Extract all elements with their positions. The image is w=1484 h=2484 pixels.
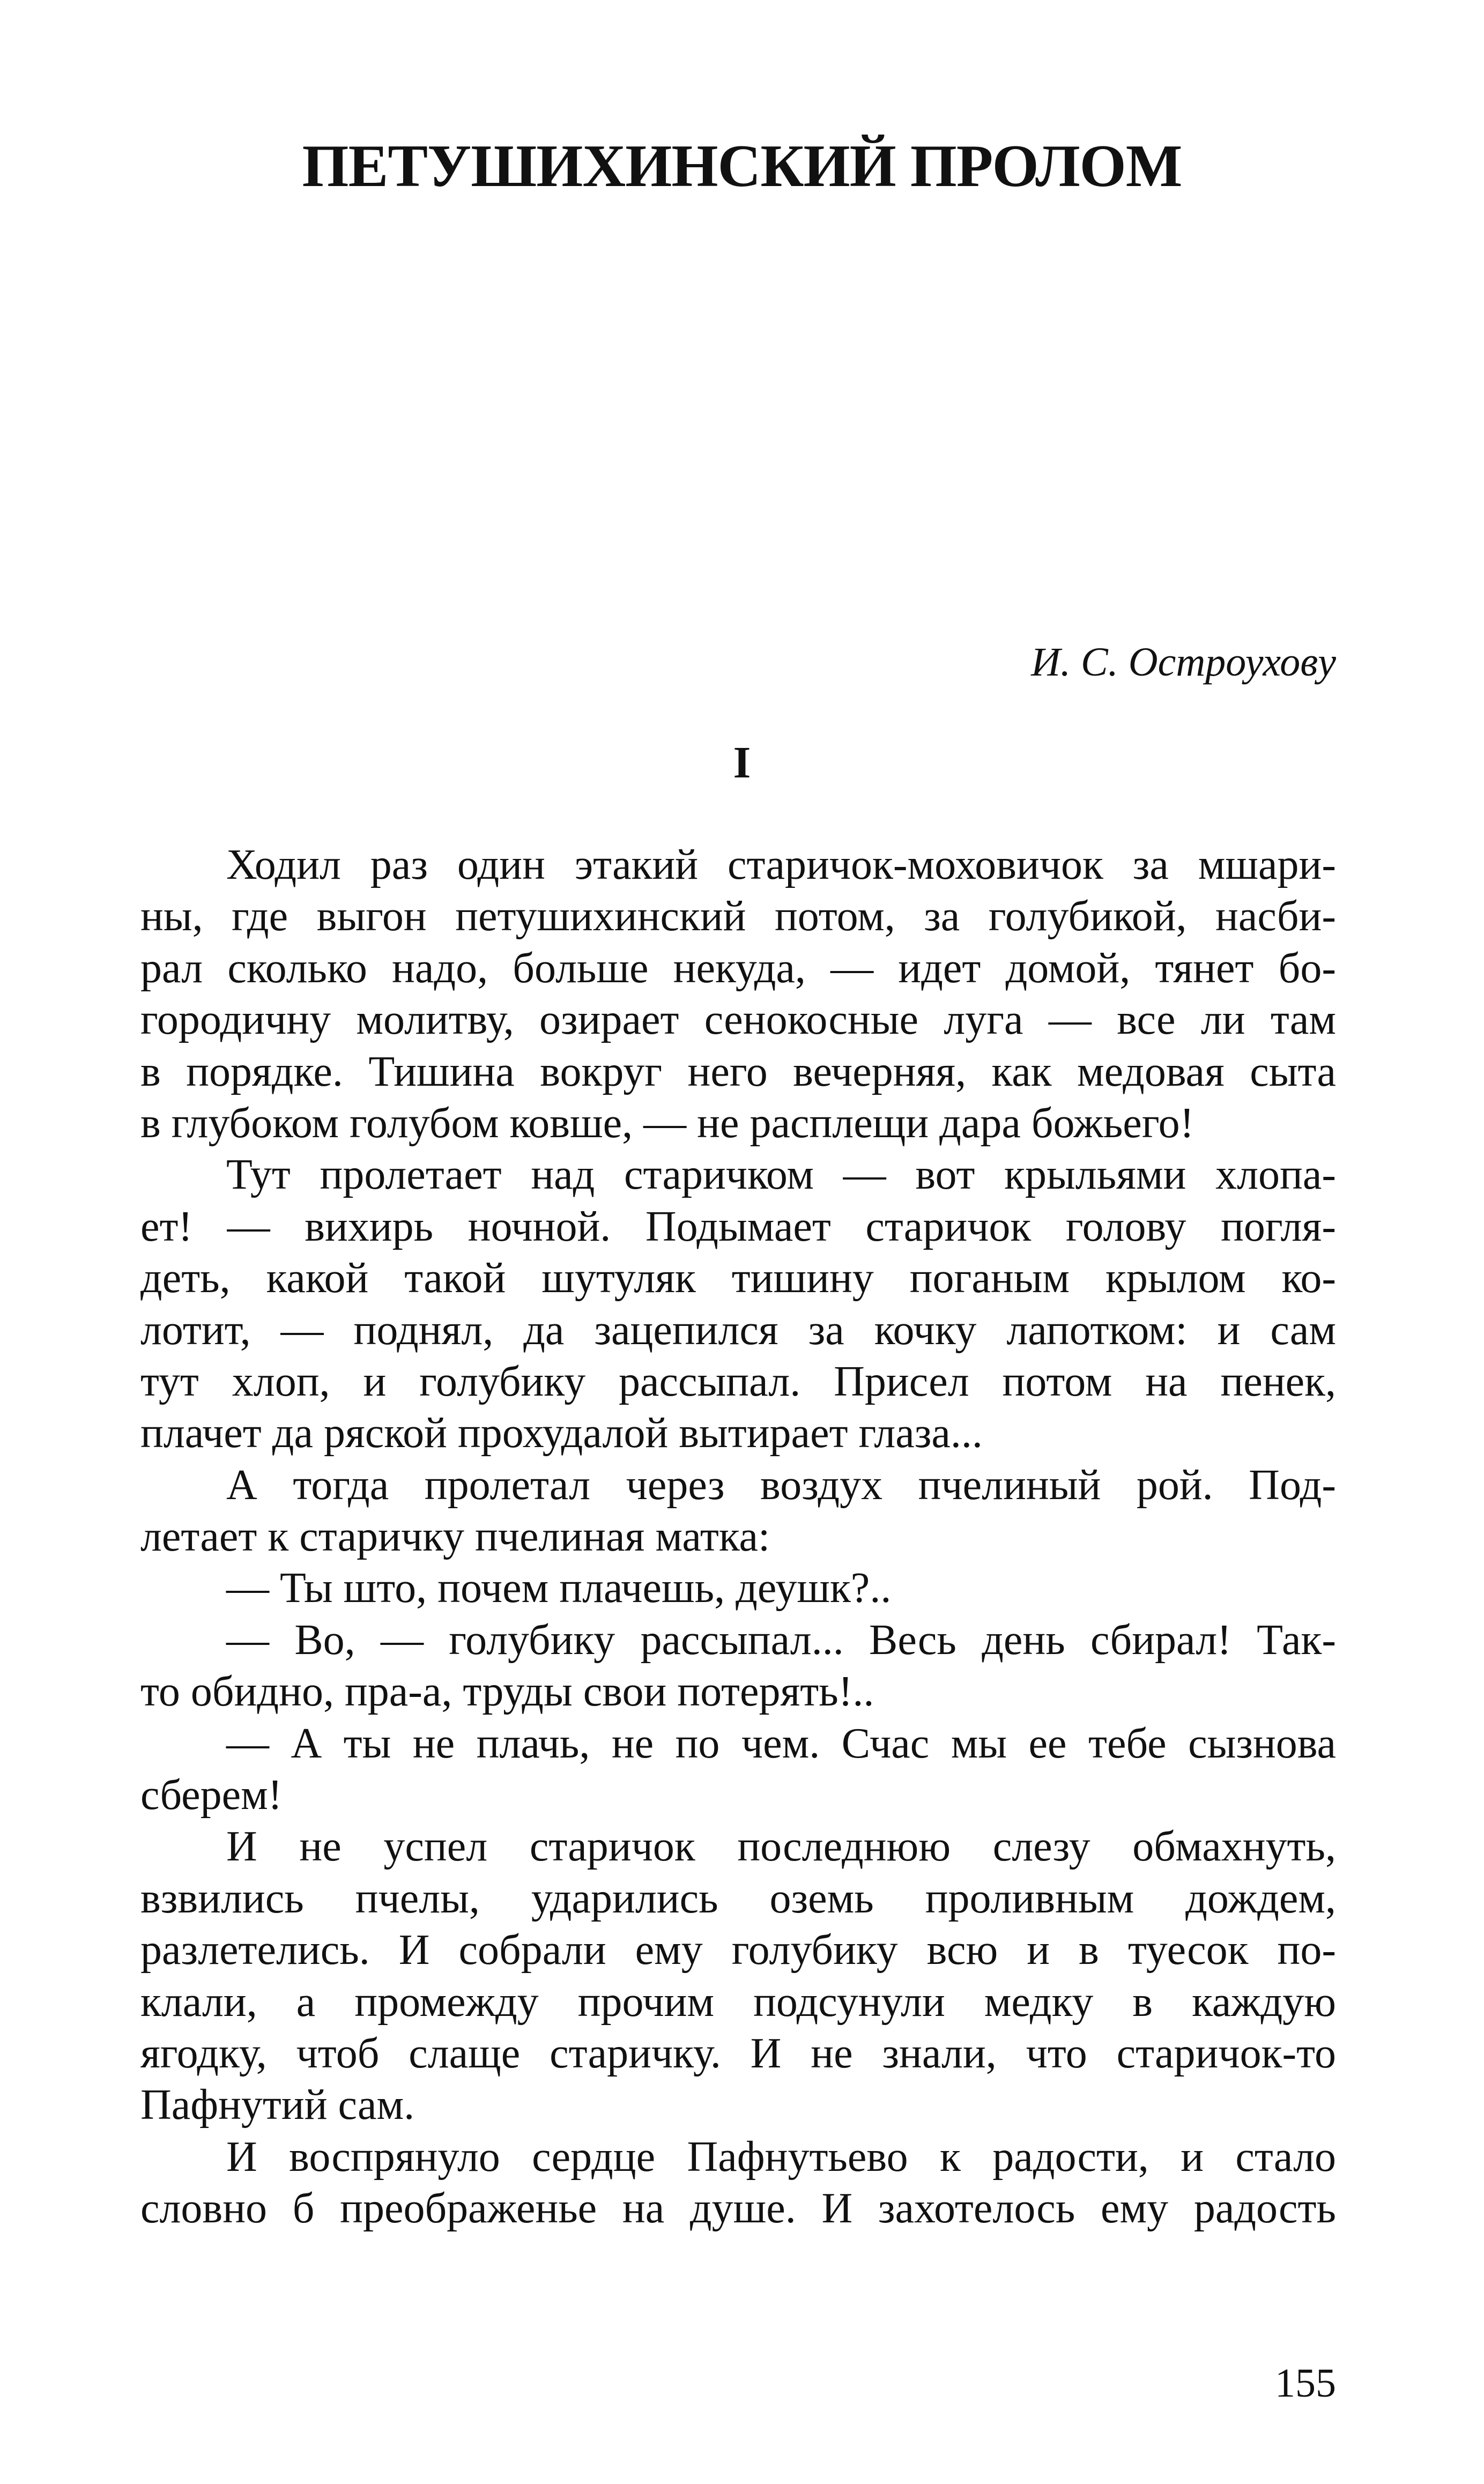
story-title: ПЕТУШИХИНСКИЙ ПРОЛОМ: [302, 133, 1182, 199]
text-line: летает к старичку пчелиная матка:: [140, 1513, 770, 1561]
text-line: — Во, — голубику рассыпал... Весь день сбирал! Так-: [226, 1616, 1336, 1664]
text-line: деть, какой такой шутуляк тишину поганым крылом ко-: [140, 1255, 1336, 1302]
text-line: тут хлоп, и голубику рассыпал. Присел потом на пенек,: [140, 1358, 1336, 1405]
text-line: И не успел старичок последнюю слезу обмахнуть,: [226, 1823, 1336, 1871]
text-line: словно б преображенье на душе. И захотелось ему радость: [140, 2185, 1336, 2233]
text-line: плачет да ряской прохудалой вытирает глаза...: [140, 1410, 983, 1457]
text-line: клали, а промежду прочим подсунули медку в каждую: [140, 1978, 1336, 2026]
page-number: 155: [1275, 2361, 1336, 2406]
text-line: в глубоком голубом ковше, — не расплещи дара божьего!: [140, 1099, 1194, 1147]
text-line: И воспрянуло сердце Пафнутьево к радости, и стало: [226, 2133, 1336, 2181]
text-line: — А ты не плачь, не по чем. Счас мы ее тебе сызнова: [226, 1719, 1336, 1767]
text-line: рал сколько надо, больше некуда, — идет домой, тянет бо-: [140, 944, 1336, 992]
text-line: Ходил раз один этакий старичок-моховичок за мшари-: [226, 841, 1336, 888]
text-line: ягодку, чтоб слаще старичку. И не знали, что старичок-то: [140, 2029, 1336, 2077]
text-line: разлетелись. И собрали ему голубику всю и в туесок по-: [140, 1926, 1336, 1974]
text-line: в порядке. Тишина вокруг него вечерняя, как медовая сыта: [140, 1048, 1336, 1095]
text-line: Тут пролетает над старичком — вот крыльями хлопа-: [226, 1151, 1336, 1199]
text-line: то обидно, пра-а, труды свои потерять!..: [140, 1668, 874, 1716]
text-line: — Ты што, почем плачешь, деушк?..: [226, 1564, 892, 1612]
text-line: Пафнутий сам.: [140, 2081, 415, 2129]
chapter-number: I: [733, 738, 751, 788]
text-line: ны, где выгон петушихинский потом, за голубикой, насби-: [140, 893, 1336, 940]
text-line: лотит, — поднял, да зацепился за кочку лапотком: и сам: [140, 1306, 1336, 1354]
body-text: [140, 839, 1336, 2235]
text-line: ет! — вихирь ночной. Подымает старичок голову погля-: [140, 1203, 1336, 1250]
text-line: городичну молитву, озирает сенокосные луга — все ли там: [140, 996, 1336, 1044]
text-line: сберем!: [140, 1771, 283, 1819]
text-line: взвились пчелы, ударились оземь проливным дождем,: [140, 1874, 1336, 1922]
dedication: И. С. Остроухову: [1031, 640, 1336, 685]
text-line: А тогда пролетал через воздух пчелиный рой. Под-: [226, 1461, 1336, 1509]
